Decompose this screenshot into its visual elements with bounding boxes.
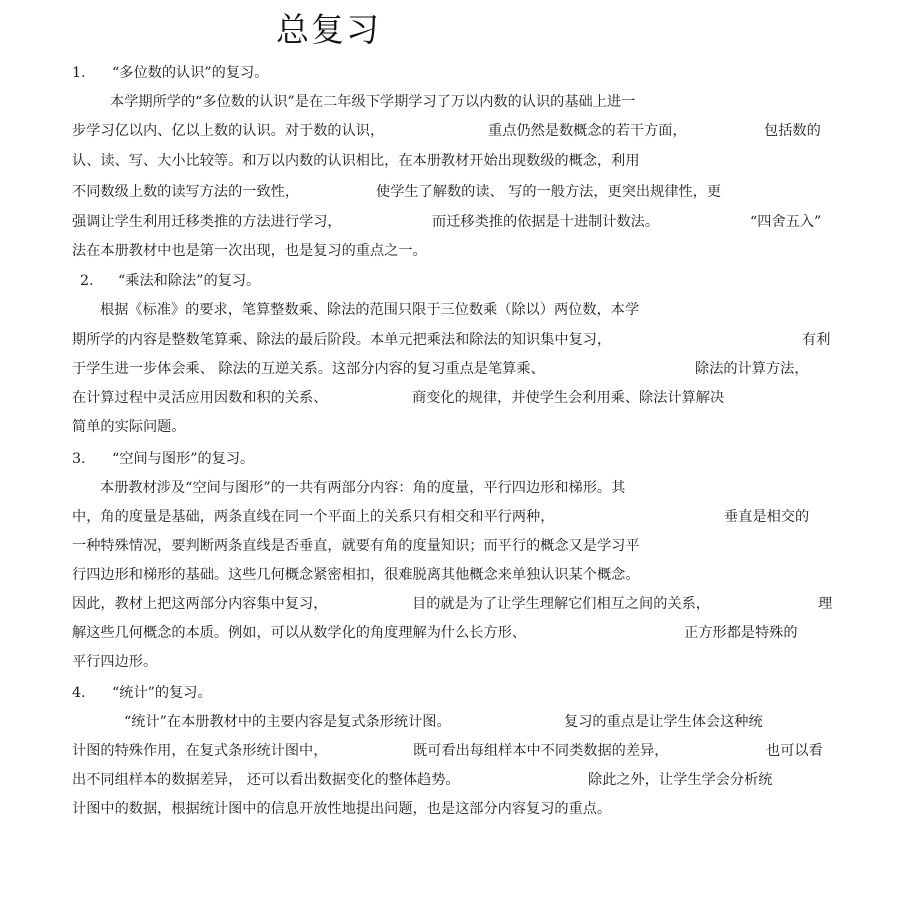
section-3-text: 垂直是相交的 <box>724 509 810 525</box>
section-3-text: 因此，教材上把这两部分内容集中复习， <box>72 596 328 612</box>
section-4-heading: “统计”的复习。 <box>112 685 212 701</box>
section-2-number: 2. <box>80 273 94 289</box>
section-4-text: 计图的特殊作用，在复式条形统计图中， <box>72 743 328 759</box>
section-1-number: 1. <box>72 65 86 81</box>
section-4-text: 除此之外，让学生学会分析统 <box>588 772 773 788</box>
section-1-text: 使学生了解数的读、 写的一般方法，更突出规律性，更 <box>376 184 722 200</box>
section-3-text: 目的就是为了让学生理解它们相互之间的关系， <box>412 596 710 612</box>
section-3-text: 行四边形和梯形的基础。这些几何概念紧密相扣，很难脱离其他概念来单独认识某个概念。 <box>72 567 640 583</box>
section-1-heading: “多位数的认识”的复习。 <box>112 65 269 81</box>
section-2-heading: “乘法和除法”的复习。 <box>118 273 261 289</box>
section-3-text: 一种特殊情况，要判断两条直线是否垂直，就要有角的度量知识；而平行的概念又是学习平 <box>72 538 640 554</box>
section-3-number: 3. <box>72 451 86 467</box>
section-4-text: 计图中的数据，根据统计图中的信息开放性地提出问题，也是这部分内容复习的重点。 <box>72 801 612 817</box>
section-3-text: 解这些几何概念的本质。例如，可以从数学化的角度理解为什么长方形、 <box>72 625 527 641</box>
section-3-heading: “空间与图形”的复习。 <box>112 451 255 467</box>
section-2-text: 期所学的内容是整数笔算乘、除法的最后阶段。本单元把乘法和除法的知识集中复习， <box>72 332 612 348</box>
section-3-text: 本册教材涉及“空间与图形”的一共有两部分内容：角的度量，平行四边形和梯形。其 <box>100 480 626 496</box>
section-2-text: 简单的实际问题。 <box>72 419 186 435</box>
section-2-text: 在计算过程中灵活应用因数和积的关系、 <box>72 390 328 406</box>
section-1-text: “四舍五入” <box>750 214 822 230</box>
section-4-number: 4. <box>72 685 86 701</box>
section-4-text: 复习的重点是让学生体会这种统 <box>564 714 763 730</box>
section-2-text: 有利 <box>802 332 831 348</box>
section-1-text: 而迁移类推的依据是十进制计数法。 <box>432 214 660 230</box>
section-3-text: 中，角的度量是基础，两条直线在同一个平面上的关系只有相交和平行两种， <box>72 509 555 525</box>
page-title: 总复习 <box>276 10 381 49</box>
section-1-text: 重点仍然是数概念的若干方面， <box>488 123 687 139</box>
section-1-text: 本学期所学的“多位数的认识”是在二年级下学期学习了万以内数的认识的基础上进一 <box>110 94 636 110</box>
section-1-text: 步学习亿以内、亿以上数的认识。对于数的认识， <box>72 123 385 139</box>
section-1-text: 不同数级上数的读写方法的一致性， <box>72 184 300 200</box>
section-4-text: “统计”在本册教材中的主要内容是复式条形统计图。 <box>124 714 451 730</box>
section-2-text: 除法的计算方法， <box>695 361 809 377</box>
section-2-text: 商变化的规律，并使学生会利用乘、除法计算解决 <box>412 390 725 406</box>
section-1-text: 强调让学生利用迁移类推的方法进行学习， <box>72 214 342 230</box>
section-3-text: 平行四边形。 <box>72 654 158 670</box>
section-4-text: 也可以看 <box>766 743 823 759</box>
section-1-text: 包括数的 <box>764 123 821 139</box>
section-3-text: 正方形都是特殊的 <box>684 625 798 641</box>
section-1-text: 法在本册教材中也是第一次出现，也是复习的重点之一。 <box>72 243 427 259</box>
section-2-text: 根据《标准》的要求，笔算整数乘、除法的范围只限于三位数乘（除以）两位数，本学 <box>100 302 640 318</box>
section-1-text: 认、读、写、大小比较等。和万以内数的认识相比，在本册教材开始出现数级的概念，利用 <box>72 153 640 169</box>
section-4-text: 出不同组样本的数据差异， 还可以看出数据变化的整体趋势。 <box>72 772 460 788</box>
section-3-text: 理 <box>818 596 833 612</box>
section-4-text: 既可看出每组样本中不同类数据的差异， <box>413 743 669 759</box>
section-2-text: 于学生进一步体会乘、 除法的互逆关系。这部分内容的复习重点是笔算乘、 <box>72 361 545 377</box>
